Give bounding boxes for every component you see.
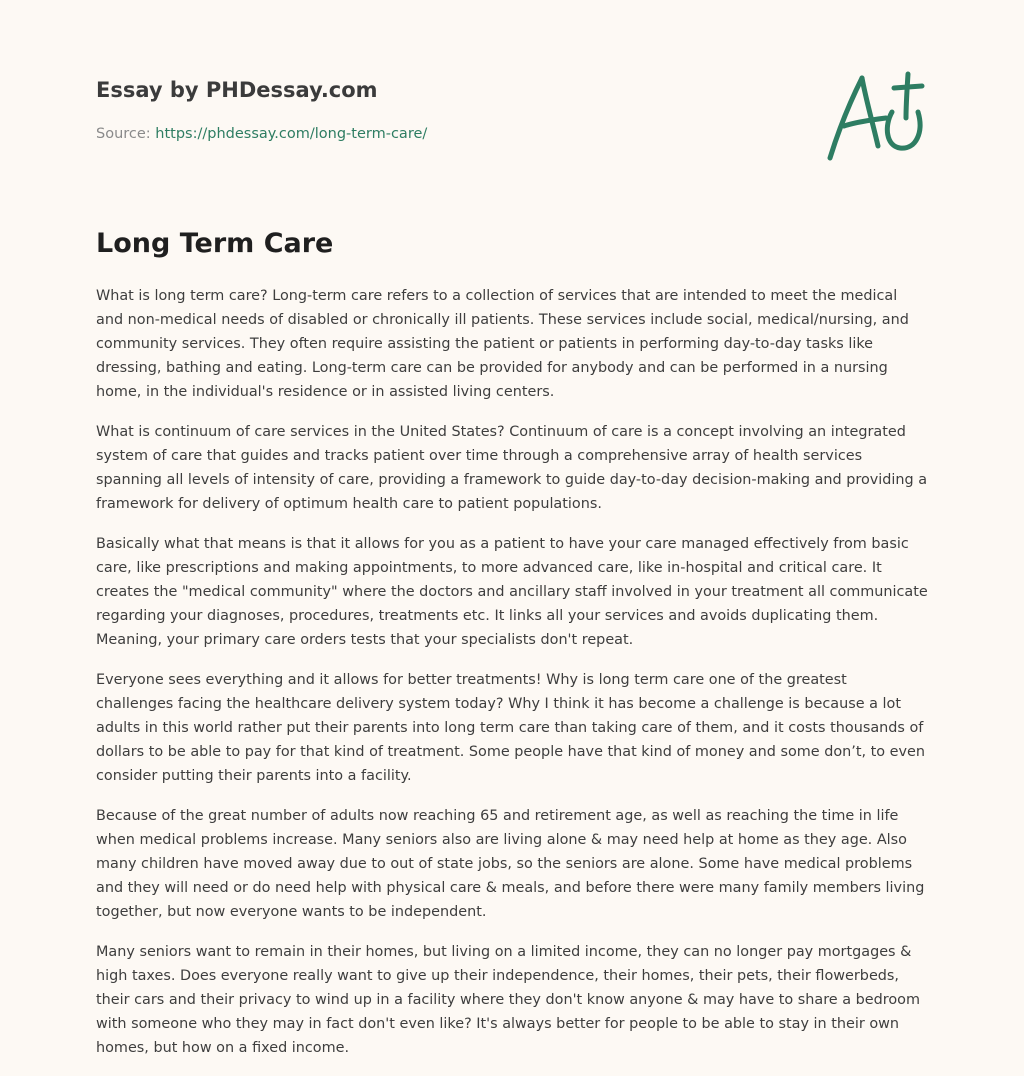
source-link[interactable]: https://phdessay.com/long-term-care/ [155, 126, 428, 142]
essay-paragraph: What is long term care? Long-term care refers to a collection of services that are intended to meet the medical and non-medical needs of disabled or chronically ill patients. These services include social, medical/nursing, and community services. They often require assisting the patient or patients in performing day-to-day tasks like dressing, bathing and eating. Long-term care can be provided for anybody and can be performed in a nursing home, in the individual's residence or in assisted living centers. [96, 288, 909, 400]
a-plus-grade-icon [822, 66, 930, 166]
source-line [96, 124, 928, 144]
essay-paragraph: What is continuum of care services in the United States? Continuum of care is a concept involving an integrated system of care that guides and tracks patient over time through a comprehensive array of health services spanning all levels of intensity of care, providing a framework to guide day-to-day decision-making and providing a framework for delivery of optimum health care to patient populations. [96, 424, 928, 512]
source-label: Source: [96, 126, 156, 142]
essay-paragraph: Many seniors want to remain in their homes, but living on a limited income, they can no longer pay mortgages & high taxes. Does everyone really want to give up their independence, their homes, their pets, their flowerbeds, their cars and their privacy to wind up in a facility where they don't know anyone & may have to share a bedroom with someone who they may in fact don't even like? It's always better for people to be able to stay in their own homes, but how on a fixed income. [96, 944, 920, 1056]
essay-title: Long Term Care [96, 228, 334, 259]
essay-body [96, 284, 928, 1076]
essay-paragraph: Everyone sees everything and it allows for better treatments! Why is long term care one of the greatest challenges facing the healthcare delivery system today? Why I think it has become a challenge is because a lot adults in this world rather put their parents into long term care than taking care of them, and it costs thousands of dollars to be able to pay for that kind of treatment. Some people have that kind of money and some don’t, to even consider putting their parents into a facility. [96, 672, 925, 784]
essay-header [96, 76, 928, 144]
essay-paragraph: Because of the great number of adults now reaching 65 and retirement age, as well as reaching the time in life when medical problems increase. Many seniors also are living alone & may need help at home as they age. Also many children have moved away due to out of state jobs, so the seniors are alone. Some have medical problems and they will need or do need help with physical care & meals, and before there were many family members living together, but now everyone wants to be independent. [96, 808, 925, 920]
essay-paragraph: Basically what that means is that it allows for you as a patient to have your care managed effectively from basic care, like prescriptions and making appointments, to more advanced care, like in-hospital and critical care. It creates the "medical community" where the doctors and ancillary staff involved in your treatment all communicate regarding your diagnoses, procedures, treatments etc. It links all your services and avoids duplicating them. Meaning, your primary care orders tests that your specialists don't repeat. [96, 536, 928, 648]
brand-title: Essay by PHDessay.com [96, 78, 378, 102]
